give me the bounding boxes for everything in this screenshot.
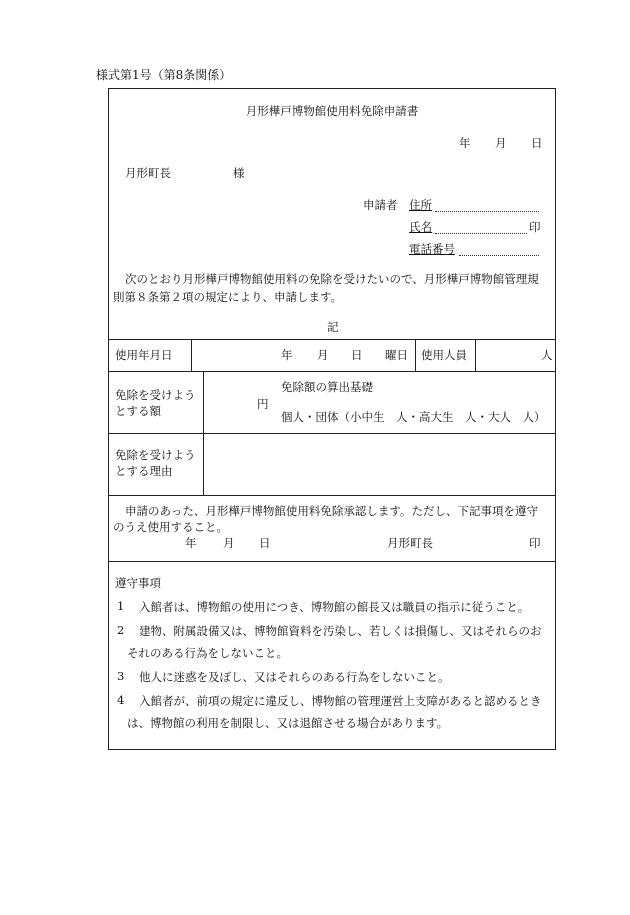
application-form (108, 88, 556, 750)
amount-label-line2: とする額 (115, 404, 161, 418)
approval-text-line1: 申請のあった、月形樺戸博物館使用料免除承認します。ただし、下記事項を遵守 (125, 504, 538, 518)
usage-year: 年 (281, 348, 293, 362)
usage-people-label: 使用人員 (421, 348, 467, 362)
usage-weekday: 曜日 (385, 348, 408, 362)
form-number: 様式第1号（第8条関係） (96, 68, 232, 82)
divider (109, 561, 555, 562)
usage-date-label: 使用年月日 (115, 348, 173, 362)
date-day: 日 (531, 136, 543, 150)
divider (415, 339, 416, 371)
approval-year: 年 (185, 536, 197, 550)
rule-number: 1 (117, 599, 125, 613)
date-month: 月 (495, 136, 507, 150)
approval-seal: 印 (529, 536, 541, 550)
rule-number: 3 (117, 669, 125, 683)
rule-number: 2 (117, 623, 125, 637)
approval-day: 日 (259, 536, 271, 550)
addressee-honorific: 様 (233, 166, 245, 180)
divider (109, 433, 555, 434)
approval-month: 月 (223, 536, 235, 550)
name-label: 氏名 (409, 220, 432, 234)
amount-basis-label: 免除額の算出基礎 (281, 380, 373, 394)
request-text-line2: 則第８条第２項の規定により、申請します。 (113, 290, 343, 304)
amount-basis-detail: 個人・団体（小中生 人・高大生 人・大人 人） (281, 410, 546, 424)
amount-label-line1: 免除を受けよう (115, 388, 196, 402)
rule-text: 他人に迷惑を及ぼし、又はそれらのある行為をしないこと。 (139, 670, 450, 684)
usage-month: 月 (317, 348, 329, 362)
divider (475, 339, 476, 371)
approval-text-line2: のうえ使用すること。 (113, 520, 228, 534)
rule-text-continued: は、博物館の利用を制限し、又は退館させる場合があります。 (127, 716, 449, 730)
address-dotted-line (435, 211, 539, 212)
applicant-seal: 印 (529, 220, 541, 234)
reason-label-line1: 免除を受けよう (115, 448, 196, 462)
rule-number: 4 (117, 693, 125, 707)
rule-text-continued: それのある行為をしないこと。 (127, 646, 288, 660)
amount-yen: 円 (257, 397, 269, 411)
reason-label-line2: とする理由 (115, 464, 173, 478)
rule-text: 入館者は、博物館の使用につき、博物館の館長又は職員の指示に従うこと。 (139, 600, 530, 614)
rule-text: 入館者が、前項の規定に違反し、博物館の管理運営上支障があると認めるとき (139, 694, 542, 708)
date-year: 年 (459, 136, 471, 150)
address-label: 住所 (409, 198, 432, 212)
name-dotted-line (435, 233, 527, 234)
request-text-line1: 次のとおり月形樺戸博物館使用料の免除を受けたいので、月形樺戸博物館管理規 (125, 272, 539, 286)
phone-label: 電話番号 (409, 242, 455, 256)
divider (109, 371, 555, 372)
rule-text: 建物、附属設備又は、博物館資料を汚染し、若しくは損傷し、又はそれらのお (139, 624, 542, 638)
usage-day: 日 (351, 348, 363, 362)
usage-people-unit: 人 (541, 348, 553, 362)
divider (109, 339, 555, 340)
divider (109, 495, 555, 496)
addressee-name: 月形町長 (125, 166, 171, 180)
phone-dotted-line (459, 255, 539, 256)
form-title: 月形樺戸博物館使用料免除申請書 (245, 104, 419, 118)
ki-marker: 記 (327, 320, 339, 334)
approval-mayor: 月形町長 (387, 536, 433, 550)
applicant-label: 申請者 (363, 198, 398, 212)
divider (191, 339, 192, 371)
rules-heading: 遵守事項 (115, 576, 161, 590)
